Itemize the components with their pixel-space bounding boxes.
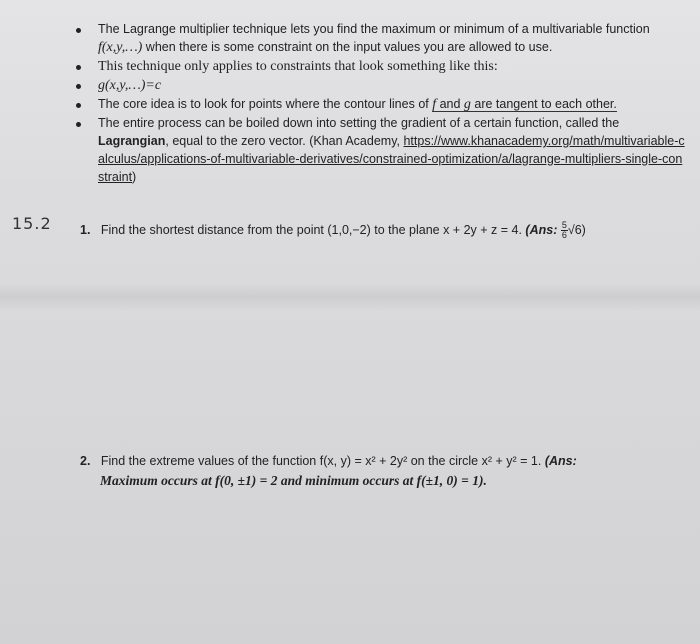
bullet-item bbox=[68, 114, 688, 186]
question-text: Find the shortest distance from the point (1,0,−2) to the plane x + 2y + z = 4. bbox=[100, 222, 522, 237]
answer-fraction bbox=[561, 221, 568, 240]
question-number: 1. bbox=[80, 222, 91, 237]
question-number: 2. bbox=[80, 454, 91, 468]
khan-academy-link[interactable]: https://www.khanacademy.org/math/multivariable-calculus/applications-of-multivariable-derivatives/constrained-optimization/a/lagrange-multipliers-single-constraint bbox=[98, 134, 685, 184]
bullet-text: when there is some constraint on the input values you are allowed to use. bbox=[142, 40, 553, 54]
bullet-list bbox=[68, 20, 688, 186]
answer-label: (Ans: bbox=[525, 222, 558, 237]
page-divider bbox=[0, 283, 700, 311]
constraint-formula: g(x,y,…)=c bbox=[98, 78, 162, 93]
bullet-item bbox=[68, 95, 688, 114]
bullet-text: , equal to the zero vector. (Khan Academy, bbox=[165, 134, 404, 148]
bullet-text: ) bbox=[132, 170, 137, 184]
fraction-numerator: 5 bbox=[561, 220, 567, 230]
bullet-text: are tangent to each other. bbox=[470, 97, 617, 111]
bullet-text: The entire process can be boiled down into setting the gradient of a certain function, called the bbox=[98, 116, 620, 130]
answer-label: (Ans: bbox=[544, 454, 577, 468]
bullet-item bbox=[68, 20, 688, 57]
bullet-text: This technique only applies to constraints that look something like this: bbox=[98, 59, 498, 74]
g-symbol: g bbox=[463, 97, 471, 112]
bullet-text: The core idea is to look for points where the contour lines of bbox=[98, 97, 433, 111]
fraction-denominator: 6 bbox=[561, 230, 567, 240]
f-symbol: f bbox=[432, 97, 437, 112]
function-notation: f(x,y,…) bbox=[98, 40, 143, 55]
bullet-item bbox=[68, 57, 688, 76]
answer-value: Maximum occurs at f(0, ±1) = 2 and minimum occurs at f(±1, 0) = 1). bbox=[100, 473, 487, 488]
bullet-item bbox=[68, 76, 688, 95]
answer-value: √6) bbox=[567, 222, 586, 237]
section-label: 15.2 bbox=[12, 214, 52, 233]
bullet-text: The Lagrange multiplier technique lets you find the maximum or minimum of a multivariable function bbox=[98, 22, 650, 36]
lagrangian-term: Lagrangian bbox=[98, 134, 166, 148]
question-2 bbox=[80, 452, 680, 491]
bullet-text: and bbox=[436, 97, 464, 111]
question-text: Find the extreme values of the function f(x, y) = x² + 2y² on the circle x² + y² = 1. bbox=[100, 454, 542, 468]
question-1 bbox=[80, 221, 586, 240]
